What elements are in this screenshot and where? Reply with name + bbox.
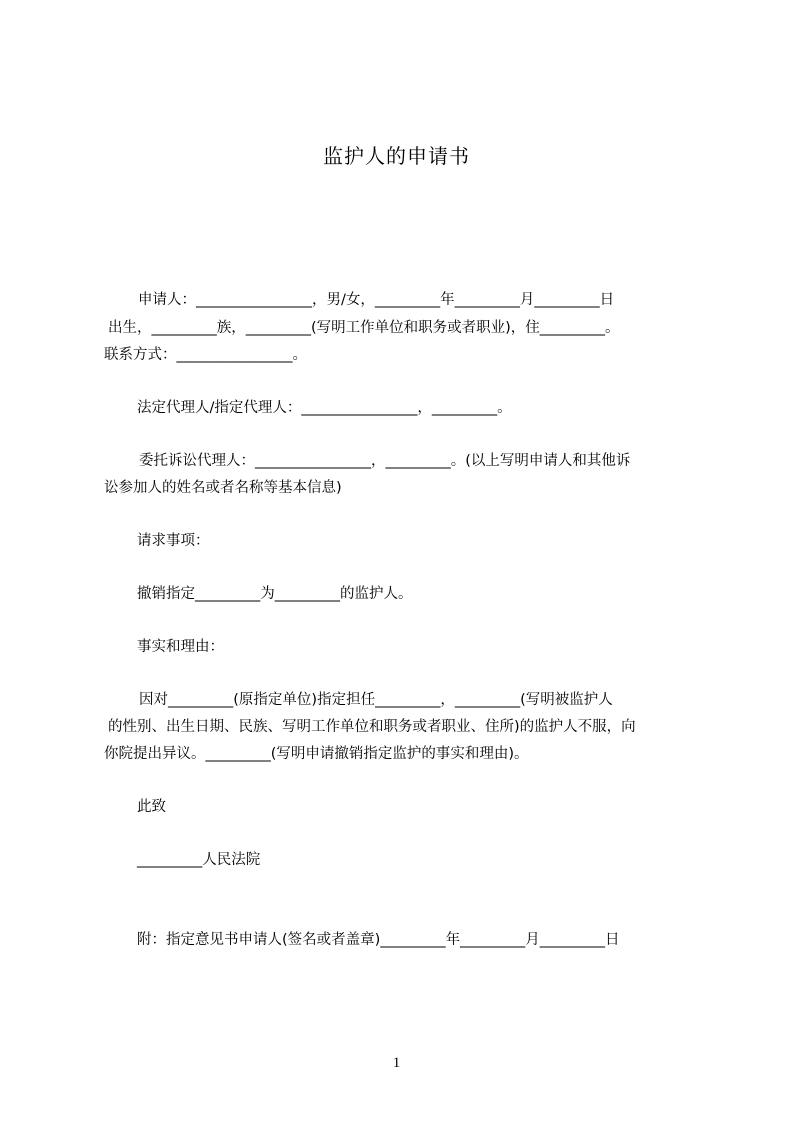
applicant-line-3: 联系方式：________________。 (104, 347, 307, 363)
court-name: _________人民法院 (137, 852, 261, 868)
facts-line-2: 的性别、出生日期、民族、写明工作单位和职务或者职业、住所)的监护人不服，向 (108, 719, 636, 735)
request-heading: 请求事项： (137, 533, 210, 549)
applicant-line-1: 申请人：________________，男/女，_________年_________月_________日 (138, 292, 615, 308)
litigation-agent-line-2: 讼参加人的姓名或者名称等基本信息) (104, 480, 342, 496)
document-title: 监护人的申请书 (323, 144, 470, 168)
applicant-line-2: 出生，_________族，_________(写明工作单位和职务或者职业)，住_________。 (108, 320, 620, 336)
legal-agent-line: 法定代理人/指定代理人：________________，_________。 (137, 400, 512, 416)
litigation-agent-line-1: 委托诉讼代理人：________________，_________。(以上写明申请人和其他诉 (139, 453, 631, 469)
page-number: 1 (392, 1055, 401, 1071)
facts-line-1: 因对_________(原指定单位)指定担任_________，_________(写明被监护人 (139, 692, 613, 708)
facts-line-3: 你院提出异议。_________(写明申请撤销指定监护的事实和理由)。 (104, 746, 529, 762)
closing-salutation: 此致 (137, 799, 166, 815)
facts-heading: 事实和理由： (137, 639, 224, 655)
request-content: 撤销指定_________为_________的监护人。 (137, 586, 413, 602)
attachment-line: 附：指定意见书申请人(签名或者盖章)_________年_________月_________日 (137, 932, 620, 948)
